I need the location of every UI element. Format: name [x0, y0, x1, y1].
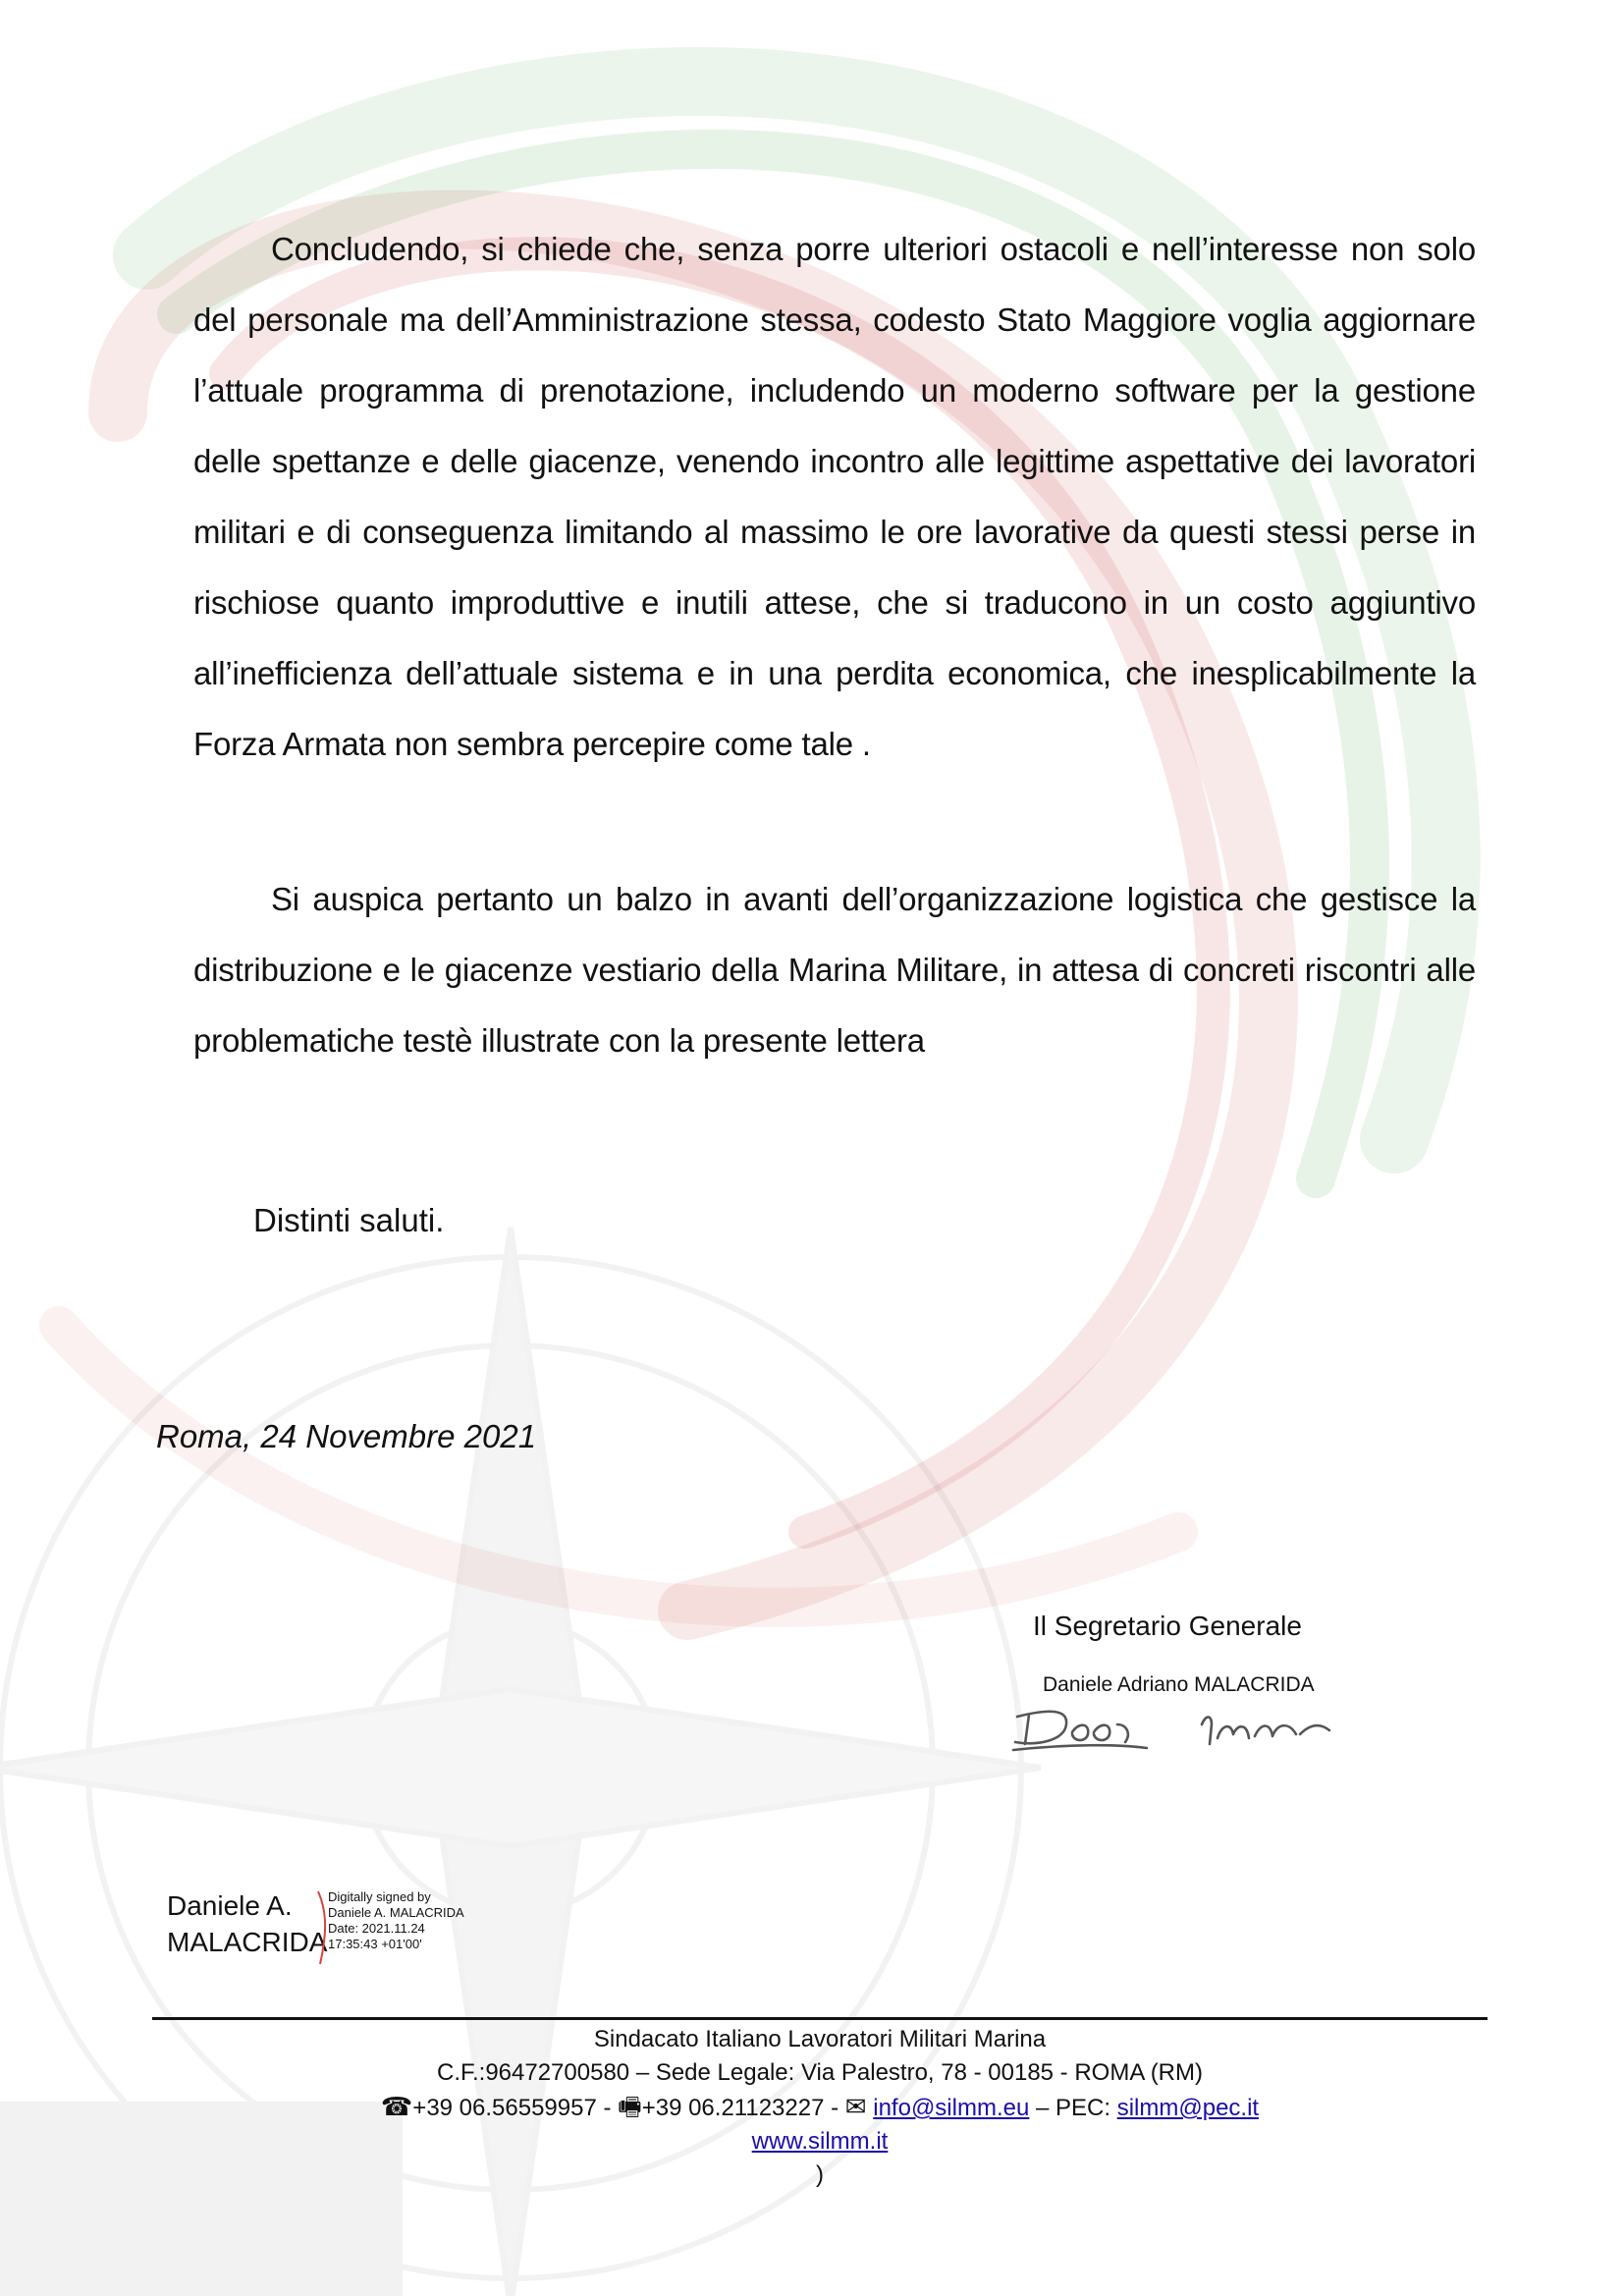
closing-greeting: Distinti saluti.: [253, 1202, 445, 1238]
footer-phone: +39 06.56559957 -: [412, 2095, 612, 2121]
footer-address: C.F.:96472700580 – Sede Legale: Via Palestro, 78 - 00185 - ROMA (RM): [436, 2059, 1203, 2086]
footer-website-link[interactable]: www.silmm.it: [751, 2128, 889, 2155]
digital-signature-detail-2: Daniele A. MALACRIDA: [328, 1905, 464, 1920]
footer-pec-label: – PEC:: [1036, 2095, 1111, 2121]
paragraph-2-text: Si auspica pertanto un balzo in avanti dell’organizzazione logistica che gestisce la distribuzione e le giacenze vestiario della Marina Militare, in attesa di concreti riscontri alle problematiche testè illustrate con la presente lettera: [193, 881, 1476, 1059]
handwritten-signature: [1009, 1695, 1363, 1764]
digital-signature-detail-4: 17:35:43 +01'00': [328, 1937, 422, 1951]
footer-fax: +39 06.21123227 -: [641, 2095, 839, 2121]
digital-signature-detail-1: Digitally signed by: [328, 1889, 431, 1904]
place-date: Roma, 24 Novembre 2021: [156, 1418, 537, 1454]
digital-signature-block: [167, 1887, 520, 1976]
digital-signature-name: [167, 1887, 327, 1960]
signatory-title: Il Segretario Generale: [1033, 1611, 1302, 1641]
footer-org-name: Sindacato Italiano Lavoratori Militari Marina: [593, 2026, 1047, 2052]
phone-icon: ☎: [380, 2092, 413, 2121]
digital-signature-name-line1: Daniele A.: [167, 1890, 293, 1921]
footer: [152, 2023, 1488, 2192]
footer-email-link[interactable]: info@silmm.eu: [873, 2095, 1030, 2121]
fax-icon: 🖷: [618, 2092, 642, 2121]
footer-pec-link[interactable]: silmm@pec.it: [1116, 2095, 1260, 2121]
footer-trailing-char: ): [816, 2161, 824, 2188]
paragraph-hope: [193, 864, 1476, 1076]
mail-icon: ✉: [844, 2092, 867, 2121]
digital-signature-details: [328, 1889, 464, 1952]
footer-contacts: [152, 2090, 1488, 2125]
digital-signature-name-line2: MALACRIDA: [167, 1927, 328, 1957]
digital-signature-detail-3: Date: 2021.11.24: [328, 1921, 425, 1936]
signatory-name: Daniele Adriano MALACRIDA: [1043, 1673, 1315, 1696]
paragraph-1-text: Concludendo, si chiede che, senza porre ulteriori ostacoli e nell’interesse non solo del personale ma dell’Amministrazione stessa, codesto Stato Maggiore voglia aggiornare l’attuale programma di prenotazione, includendo un moderno software per la gestione delle spettanze e delle giacenze, venendo incontro alle legittime aspettative dei lavoratori militari e di conseguenza limitando al massimo le ore lavorative da questi stessi perse in rischiose quanto improduttive e inutili attese, che si traducono in un costo aggiuntivo all’inefficienza dell’attuale sistema e in una perdita economica, che inesplicabilmente la Forza Armata non sembra percepire come tale .: [193, 231, 1476, 762]
footer-divider: [152, 2017, 1488, 2020]
paragraph-conclusion: [193, 214, 1476, 780]
